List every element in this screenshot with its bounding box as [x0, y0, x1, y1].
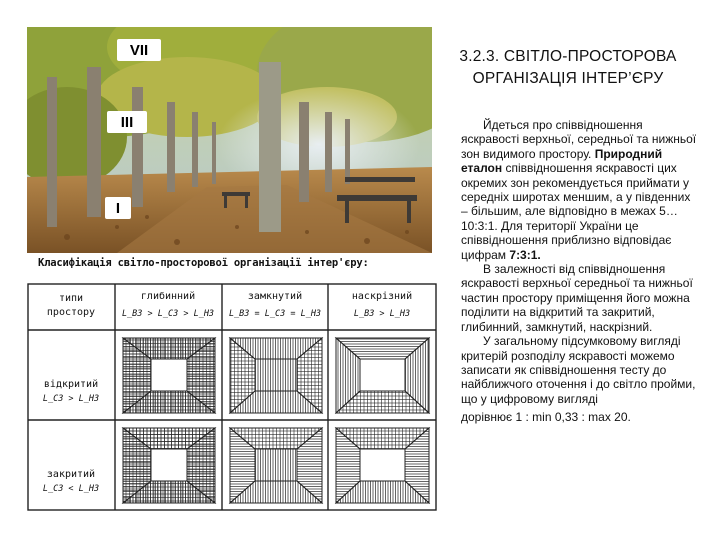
col-through-formula: L_B3 > L_H3: [353, 309, 411, 319]
cell-closed-deep: [123, 428, 215, 503]
header-types-line1: типи: [58, 293, 84, 304]
paragraph-1: Йдеться про співвідношення яскравості верхньої, середньої та нижньої зон видимого простору. Природний еталон співвідношення яскравості цих окремих зон рекомендується приймати у середніх широтах меншим, а у південних – більшим, але відповідно в межах 5…10:3:1. Для території України це співвідношення приблизно відповідає цифрам 7:3:1.: [461, 118, 697, 262]
park-alley-photo: [27, 27, 432, 253]
cell-closed-through: [336, 428, 429, 503]
col-through-name: наскрізний: [351, 291, 413, 302]
col-closed-name: замкнутий: [247, 291, 303, 302]
row-closed-formula: L_C3 < L_H3: [42, 484, 100, 494]
classification-table: [27, 283, 437, 511]
section-title-line1: 3.2.3. СВІТЛО-ПРОСТОРОВА: [459, 48, 677, 65]
cell-open-deep: [123, 338, 215, 413]
park-alley-illustration: [27, 27, 432, 253]
body-text: [461, 118, 699, 425]
zone-label-lower: I: [105, 197, 131, 219]
paragraph-2: В залежності від співвідношення яскравості верхньої середньої та нижньої частин простору приміщення його можна поділити на відкритий та закритий, глибинний, замкнутий, наскрізний.: [461, 262, 693, 334]
col-deep-formula: L_B3 > L_C3 > L_H3: [121, 309, 215, 319]
zone-label-middle: III: [107, 111, 147, 133]
section-title: [448, 46, 688, 90]
cell-open-closed: [230, 338, 322, 413]
bold-ratio: 7:3:1.: [509, 247, 541, 262]
table-caption: Класифікація світло-просторової організації інтер'єру:: [38, 257, 369, 269]
paragraph-3: У загальному підсумковому вигляді критерій розподілу яскравості можемо записати як співвідношення тесту до найближчого оточення і до світло пройми, що у цифровому вигляді: [461, 334, 696, 406]
classification-grid: [27, 283, 437, 511]
zone-label-upper: VII: [117, 39, 161, 61]
row-open-name: відкритий: [43, 379, 99, 390]
cell-closed-closed: [230, 428, 322, 503]
paragraph-4: дорівнює 1 : min 0,33 : max 20.: [461, 410, 631, 425]
row-closed-name: закритий: [46, 469, 96, 480]
col-deep-name: глибинний: [140, 291, 196, 302]
col-closed-formula: L_B3 = L_C3 = L_H3: [228, 309, 322, 319]
section-title-line2: ОРГАНІЗАЦІЯ ІНТЕР’ЄРУ: [472, 70, 664, 87]
header-types-line2: простору: [46, 307, 96, 318]
row-open-formula: L_C3 > L_H3: [42, 394, 100, 404]
cell-open-through: [336, 338, 429, 413]
bold-phrase: Природний еталон: [461, 146, 663, 176]
